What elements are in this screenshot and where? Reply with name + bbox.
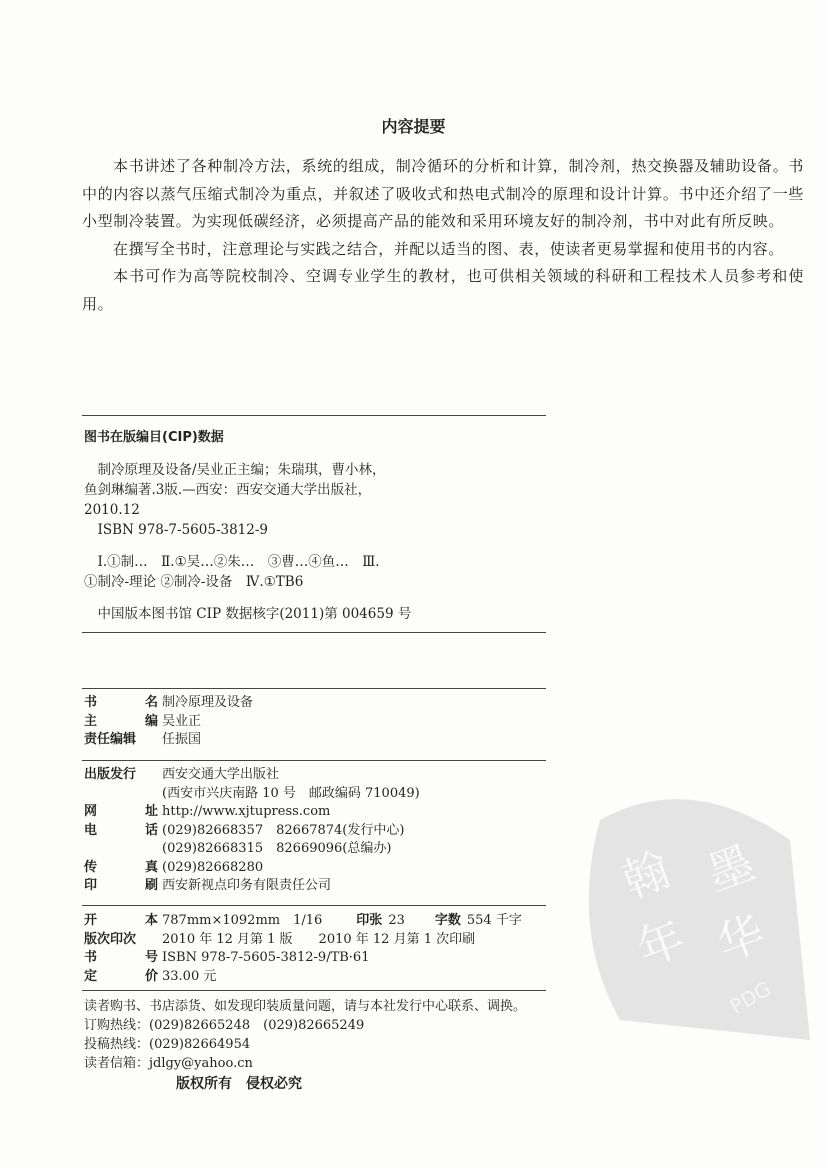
reader-line: 读者购书、书店添货、如发现印装质量问题，请与本社发行中心联系、调换。 [84,999,527,1014]
words-label: 字数 [434,913,461,928]
label-char: 编 [144,713,158,729]
label-char: 责任编辑 [84,732,137,747]
reader-line: 读者信箱：jdlgy@yahoo.cn [84,1056,253,1071]
colophon-group-2 [84,766,420,896]
divider [82,990,546,991]
cip-block [84,428,411,624]
label-char: 名 [144,695,158,710]
label-char: 号 [144,950,158,965]
cip-line: 鱼剑琳编著.3版.—西安：西安交通大学出版社， [84,482,372,498]
row-label [84,766,158,785]
label-char: 主 [84,713,98,729]
abstract-paragraph: 本书讲述了各种制冷方法，系统的组成，制冷循环的分析和计算，制冷剂，热交换器及辅助设备。书中的内容以蒸气压缩式制冷为重点，并叙述了吸收式和热电式制冷的原理和设计计算。书中还介绍了一些小型制冷装置。为实现低碳经济，必须提高产品的能效和采用环境友好的制冷剂，书中对此有所反映。 [82,157,804,230]
colophon-row [84,713,253,732]
row-label [84,877,158,896]
row-label [84,840,158,859]
cip-class: Ⅰ.①制… Ⅱ.①吴…②朱… ③曹…④鱼… Ⅲ. [84,554,380,570]
cip-class: ①制冷-理论 ②制冷-设备 Ⅳ.①TB6 [84,574,304,590]
watermark-seal [560,780,810,1040]
label-char: 书 [84,695,98,710]
svg-text:翰: 翰 [615,841,677,909]
row-value: 33.00 元 [162,968,217,984]
watermark-text: PDG [725,976,775,1019]
row-value: (西安市兴庆南路 10 号 邮政编码 710049) [162,785,420,801]
label-char: 定 [84,968,98,984]
divider [82,760,546,761]
divider [82,632,546,633]
colophon-row [84,931,522,950]
divider [82,905,546,906]
rights-notice: 版权所有 侵权必究 [176,1076,302,1092]
cip-line: 制冷原理及设备/吴业正主编；朱瑞琪，曹小林， [84,462,386,478]
cip-approval: 中国版本图书馆 CIP 数据核字(2011)第 004659 号 [84,606,412,622]
row-value: (029)82668357 82667874(发行中心) [162,822,405,838]
colophon-row [84,949,522,968]
colophon-row [84,766,420,785]
divider [82,688,546,689]
format-size: 787mm×1092mm 1/16 [162,913,323,928]
row-label [84,822,158,841]
colophon-row [84,803,420,822]
label-char: 开 [84,913,98,928]
reader-line: 订购热线：(029)82665248 (029)82665249 [84,1018,365,1033]
row-label [84,731,158,750]
colophon-row [84,731,253,750]
reader-line: 投稿热线：(029)82664954 [84,1037,251,1052]
cip-isbn: ISBN 978-7-5605-3812-9 [84,522,269,538]
label-char: 书 [84,950,98,965]
abstract-paragraph: 本书可作为高等院校制冷、空调专业学生的教材，也可供相关领域的科研和工程技术人员参考和使用。 [82,267,804,313]
label-char: 传 [84,859,98,875]
reader-info [84,997,526,1094]
row-label [84,859,158,878]
row-value: (029)82668315 82669096(总编办) [162,841,392,856]
svg-text:墨: 墨 [699,835,762,902]
label-char: 话 [144,822,158,838]
colophon-row [84,968,522,987]
row-value: 2010 年 12 月第 1 版 2010 年 12 月第 1 次印刷 [162,931,476,947]
cip-line: 2010.12 [84,502,140,518]
row-value: 任振国 [162,732,202,747]
colophon-group-1 [84,694,253,750]
label-char: 版次印次 [84,931,137,947]
row-value: ISBN 978-7-5605-3812-9/TB·61 [162,950,370,965]
sheets-label: 印张 [356,913,383,928]
row-value: http://www.xjtupress.com [162,804,331,819]
row-label [84,713,158,732]
row-value: 制冷原理及设备 [162,695,254,710]
row-value: 西安新视点印务有限责任公司 [162,878,332,893]
row-label [84,694,158,713]
label-char: 本 [144,913,158,928]
row-value: 吴业正 [162,713,202,729]
abstract-title: 内容提要 [381,117,446,136]
colophon-row [84,785,420,804]
row-label [84,785,158,804]
row-label [84,931,158,950]
colophon-row [84,877,420,896]
sheets-value: 23 [388,913,405,928]
row-label [84,803,158,822]
label-char: 网 [84,804,98,819]
words-value: 554 千字 [466,913,522,928]
format-row [84,912,522,931]
colophon-row [84,840,420,859]
row-value: (029)82668280 [162,859,264,875]
svg-text:华: 华 [709,905,772,972]
row-label [84,949,158,968]
label-char: 电 [84,822,98,838]
cip-heading: 图书在版编目(CIP)数据 [84,430,224,445]
svg-text:年: 年 [629,910,692,977]
abstract-body [82,153,804,318]
label-char: 真 [144,859,158,875]
label-char: 址 [144,804,158,819]
colophon-row [84,859,420,878]
colophon-row [84,694,253,713]
colophon-row [84,822,420,841]
abstract-paragraph: 在撰写全书时，注意理论与实践之结合，并配以适当的图、表，使读者更易掌握和使用书的内容。 [113,239,784,258]
label-char: 价 [144,968,158,984]
row-value: 西安交通大学出版社 [162,767,280,782]
divider [82,415,546,416]
colophon-group-3 [84,912,522,986]
label-char: 出版发行 [84,767,137,782]
label-char: 印 [84,878,98,893]
label-char: 刷 [144,878,158,893]
row-label [84,968,158,987]
